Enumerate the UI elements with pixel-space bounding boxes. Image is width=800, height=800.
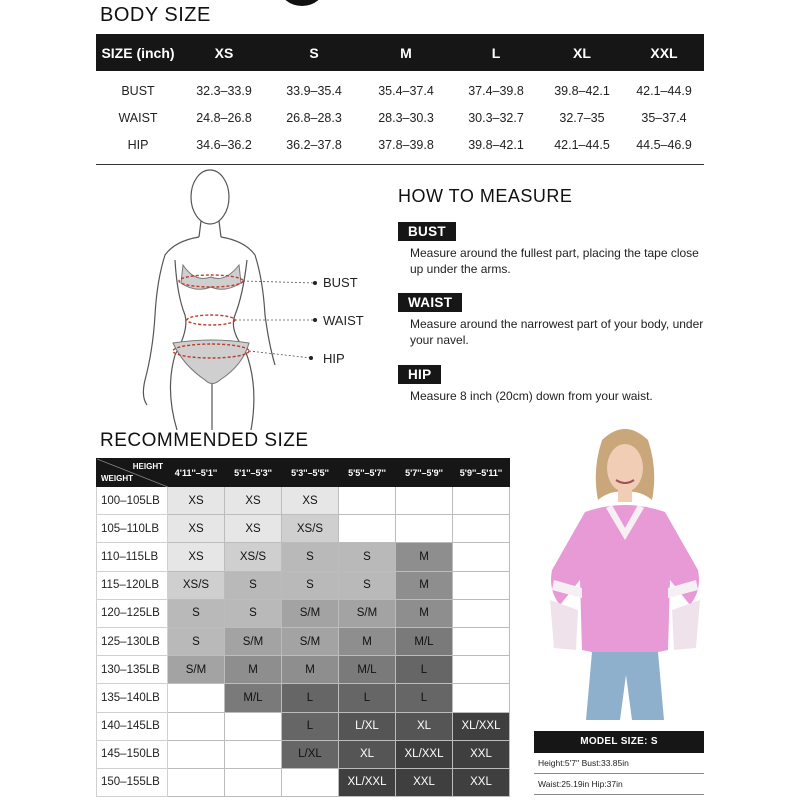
size-cell: M <box>282 656 339 684</box>
size-cell: S <box>282 543 339 571</box>
size-cell <box>282 768 339 796</box>
size-cell <box>225 740 282 768</box>
size-cell <box>168 740 225 768</box>
table-cell: 28.3–30.3 <box>378 110 434 125</box>
size-cell <box>225 768 282 796</box>
table-cell: 39.8–42.1 <box>468 137 524 152</box>
size-cell <box>396 487 453 515</box>
size-cell <box>453 487 510 515</box>
size-row-waist <box>96 104 704 131</box>
size-cell: S/M <box>225 627 282 655</box>
size-cell: XS <box>225 515 282 543</box>
height-col: 5'7''–5'9'' <box>396 459 453 487</box>
weight-cell: 105–110LB <box>97 515 168 543</box>
size-cell: XS <box>282 487 339 515</box>
table-row <box>97 712 510 740</box>
size-cell: S/M <box>282 599 339 627</box>
weight-cell: 135–140LB <box>97 684 168 712</box>
how-to-measure-title: HOW TO MEASURE <box>398 186 573 206</box>
size-header-label: SIZE (inch) <box>101 44 175 61</box>
size-cell: XXL <box>396 768 453 796</box>
row-label: HIP <box>127 137 149 152</box>
table-cell: 42.1–44.9 <box>636 83 692 98</box>
size-cell: L/XL <box>339 712 396 740</box>
table-row <box>97 627 510 655</box>
weight-label: WEIGHT <box>101 474 133 483</box>
size-cell: XL/XXL <box>396 740 453 768</box>
top-decoration <box>280 0 324 6</box>
weight-cell: 145–150LB <box>97 740 168 768</box>
table-row <box>97 768 510 796</box>
size-cell: XS <box>168 487 225 515</box>
table-row <box>97 684 510 712</box>
size-cell: M <box>396 543 453 571</box>
recommended-size-table <box>96 458 510 797</box>
height-label: HEIGHT <box>132 462 163 471</box>
model-size-title: MODEL SIZE: S <box>534 731 704 753</box>
size-cell <box>453 656 510 684</box>
weight-cell: 120–125LB <box>97 599 168 627</box>
table-cell: 35–37.4 <box>641 110 687 125</box>
table-row <box>97 571 510 599</box>
table-cell: 32.7–35 <box>559 110 605 125</box>
size-cell: S <box>225 599 282 627</box>
size-table-header <box>96 34 704 71</box>
weight-cell: 140–145LB <box>97 712 168 740</box>
size-col-xs: XS <box>214 44 234 61</box>
table-row <box>97 543 510 571</box>
size-cell: XL/XXL <box>339 768 396 796</box>
table-row <box>97 599 510 627</box>
size-cell: S <box>339 543 396 571</box>
table-cell: 37.4–39.8 <box>468 83 524 98</box>
size-col-l: L <box>491 44 501 61</box>
weight-cell: 100–105LB <box>97 487 168 515</box>
size-cell: L <box>396 684 453 712</box>
size-cell <box>339 487 396 515</box>
row-label: WAIST <box>118 110 158 125</box>
size-cell: M/L <box>339 656 396 684</box>
bust-description: Measure around the fullest part, placing the tape close up under the arms. <box>410 246 699 276</box>
weight-cell: 130–135LB <box>97 656 168 684</box>
size-cell: XS/S <box>168 571 225 599</box>
table-cell: 34.6–36.2 <box>196 137 252 152</box>
size-cell: XL <box>339 740 396 768</box>
size-cell: S/M <box>282 627 339 655</box>
figure-hip-label: HIP <box>323 351 345 366</box>
size-cell: XS/S <box>282 515 339 543</box>
size-cell: S <box>168 627 225 655</box>
size-col-xxl: XXL <box>650 44 678 61</box>
size-cell: M <box>396 571 453 599</box>
size-cell <box>225 712 282 740</box>
body-size-title: BODY SIZE <box>100 4 211 26</box>
height-col: 5'1''–5'3'' <box>225 459 282 487</box>
table-row <box>97 740 510 768</box>
size-cell: L/XL <box>282 740 339 768</box>
size-row-hip <box>96 131 704 158</box>
size-cell: M <box>339 627 396 655</box>
hip-description: Measure 8 inch (20cm) down from your waist. <box>410 389 653 403</box>
size-cell: S <box>282 571 339 599</box>
size-cell: S <box>339 571 396 599</box>
size-row-bust <box>96 77 704 104</box>
table-cell: 24.8–26.8 <box>196 110 252 125</box>
rec-header-row <box>97 459 510 487</box>
size-cell: XS <box>168 515 225 543</box>
size-cell: M/L <box>396 627 453 655</box>
size-cell: L <box>396 656 453 684</box>
bust-label-box: BUST <box>398 222 456 241</box>
table-cell: 37.8–39.8 <box>378 137 434 152</box>
weight-cell: 150–155LB <box>97 768 168 796</box>
table-cell: 30.3–32.7 <box>468 110 524 125</box>
size-cell: XXL <box>453 768 510 796</box>
table-row <box>97 515 510 543</box>
size-cell: M/L <box>225 684 282 712</box>
size-cell <box>453 515 510 543</box>
size-cell: XXL <box>453 740 510 768</box>
hip-label-box: HIP <box>398 365 441 384</box>
size-cell <box>168 768 225 796</box>
size-cell: M <box>396 599 453 627</box>
table-cell: 36.2–37.8 <box>286 137 342 152</box>
model-waist-hip: Waist:25.19in Hip:37in <box>534 774 704 795</box>
size-cell: XS <box>225 487 282 515</box>
size-cell: S <box>225 571 282 599</box>
height-weight-corner <box>97 459 168 487</box>
size-cell: XS <box>168 543 225 571</box>
size-cell: XL <box>396 712 453 740</box>
waist-description: Measure around the narrowest part of your body, under your navel. <box>410 317 704 347</box>
size-cell <box>339 515 396 543</box>
size-cell: M <box>225 656 282 684</box>
size-col-xl: XL <box>573 44 591 61</box>
size-col-m: M <box>400 44 412 61</box>
size-cell <box>396 515 453 543</box>
table-cell: 35.4–37.4 <box>378 83 434 98</box>
table-cell: 33.9–35.4 <box>286 83 342 98</box>
body-figure-illustration <box>125 165 385 430</box>
model-size-box <box>534 731 704 795</box>
table-row <box>97 656 510 684</box>
size-cell <box>453 627 510 655</box>
body-size-table <box>96 34 704 165</box>
size-cell: L <box>282 712 339 740</box>
size-cell: L <box>282 684 339 712</box>
table-cell: 39.8–42.1 <box>554 83 610 98</box>
size-cell <box>453 684 510 712</box>
size-cell: L <box>339 684 396 712</box>
table-row <box>97 487 510 515</box>
table-cell: 44.5–46.9 <box>636 137 692 152</box>
size-cell: XL/XXL <box>453 712 510 740</box>
size-cell <box>453 571 510 599</box>
size-cell: S/M <box>168 656 225 684</box>
size-cell <box>168 712 225 740</box>
weight-cell: 115–120LB <box>97 571 168 599</box>
weight-cell: 125–130LB <box>97 627 168 655</box>
figure-waist-label: WAIST <box>323 313 364 328</box>
size-cell <box>453 543 510 571</box>
waist-label-box: WAIST <box>398 293 462 312</box>
height-col: 5'3''–5'5'' <box>282 459 339 487</box>
row-label: BUST <box>121 83 155 98</box>
model-height-bust: Height:5'7'' Bust:33.85in <box>534 753 704 774</box>
figure-bust-label: BUST <box>323 275 358 290</box>
size-cell: S <box>168 599 225 627</box>
height-col: 4'11''–5'1'' <box>168 459 225 487</box>
weight-cell: 110–115LB <box>97 543 168 571</box>
size-cell: XS/S <box>225 543 282 571</box>
table-cell: 32.3–33.9 <box>196 83 252 98</box>
model-photo <box>540 420 710 720</box>
height-col: 5'5''–5'7'' <box>339 459 396 487</box>
table-cell: 26.8–28.3 <box>286 110 342 125</box>
size-cell: S/M <box>339 599 396 627</box>
size-col-s: S <box>309 44 319 61</box>
size-cell <box>453 599 510 627</box>
recommended-size-title: RECOMMENDED SIZE <box>100 430 309 451</box>
size-cell <box>168 684 225 712</box>
table-cell: 42.1–44.5 <box>554 137 610 152</box>
height-col: 5'9''–5'11'' <box>453 459 510 487</box>
